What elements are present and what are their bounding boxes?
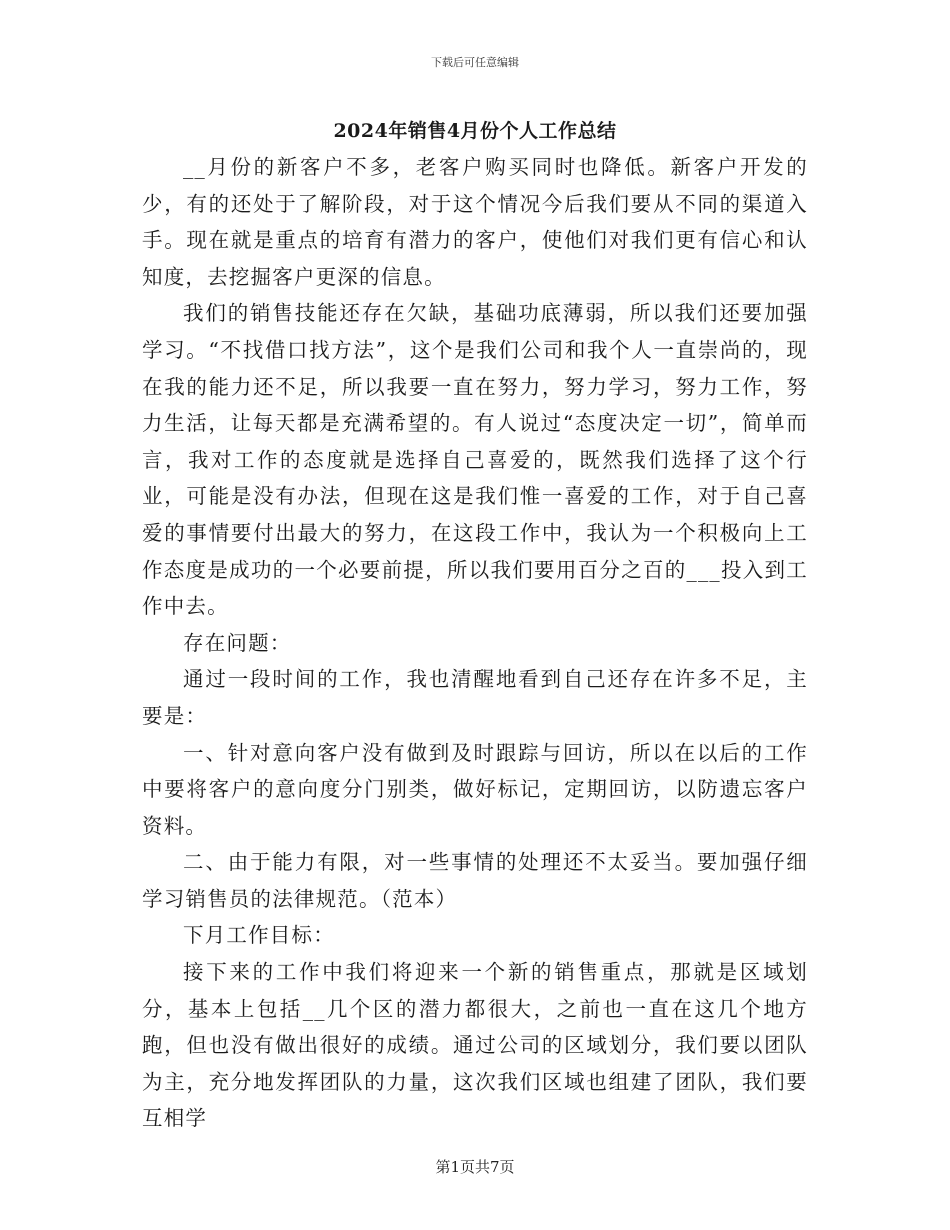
document-body: [142, 149, 808, 1137]
page-header-note: 下载后可任意编辑: [431, 56, 519, 69]
paragraph-1: __月份的新客户不多，老客户购买同时也降低。新客户开发的少，有的还处于了解阶段，对于这个情况今后我们要从不同的渠道入手。现在就是重点的培育有潜力的客户，使他们对我们更有信心和认知度，去挖掘客户更深的信息。: [142, 155, 808, 289]
document-title: 2024年销售4月份个人工作总结: [333, 120, 617, 142]
page-number: 第1页共7页: [435, 1158, 515, 1176]
problem-item-2: 二、由于能力有限，对一些事情的处理还不太妥当。要加强仔细学习销售员的法律规范。（范本）: [142, 850, 808, 911]
section-heading-goals: 下月工作目标：: [183, 923, 335, 948]
paragraph-3: 通过一段时间的工作，我也清醒地看到自己还存在许多不足，主要是：: [142, 667, 808, 728]
paragraph-2: 我们的销售技能还存在欠缺，基础功底薄弱，所以我们还要加强学习。“不找借口找方法”，这个是我们公司和我个人一直崇尚的，现在我的能力还不足，所以我要一直在努力，努力学习，努力工作，努力生活，让每天都是充满希望的。有人说过“态度决定一切”，简单而言，我对工作的态度就是选择自己喜爱的，既然我们选择了这个行业，可能是没有办法，但现在这是我们惟一喜爱的工作，对于自己喜爱的事情要付出最大的努力，在这段工作中，我认为一个积极向上工作态度是成功的一个必要前提，所以我们要用百分之百的___投入到工作中去。: [142, 301, 808, 619]
section-heading-problems: 存在问题：: [183, 630, 292, 655]
problem-item-1: 一、针对意向客户没有做到及时跟踪与回访，所以在以后的工作中要将客户的意向度分门别类，做好标记，定期回访，以防遗忘客户资料。: [142, 740, 808, 838]
paragraph-4: 接下来的工作中我们将迎来一个新的销售重点，那就是区域划分，基本上包括__几个区的潜力都很大，之前也一直在这几个地方跑，但也没有做出很好的成绩。通过公司的区域划分，我们要以团队为主，充分地发挥团队的力量，这次我们区域也组建了团队，我们要互相学: [142, 960, 808, 1131]
